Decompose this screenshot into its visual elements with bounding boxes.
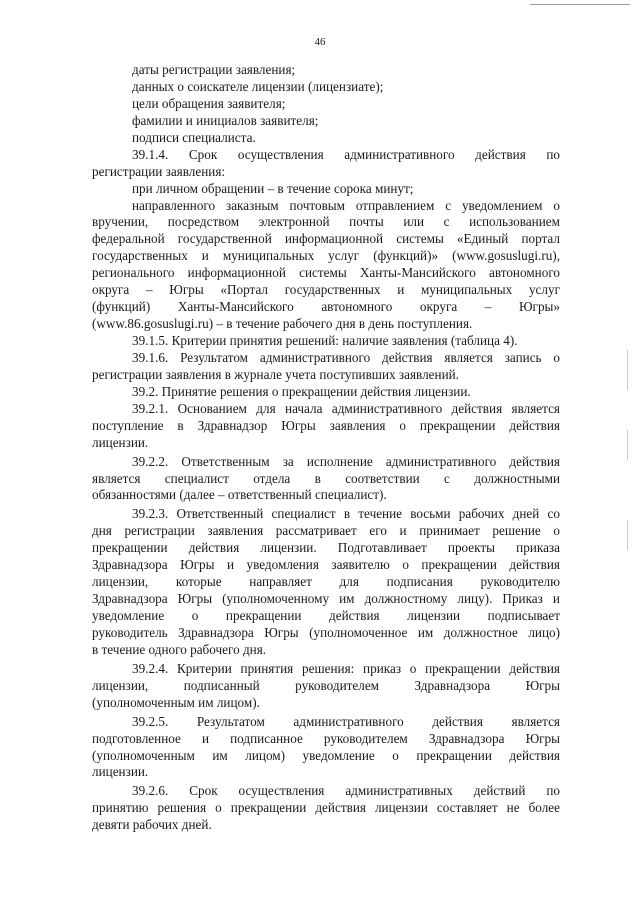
- text-line: дня регистрации заявления рассматривает его и принимает решение о: [92, 523, 560, 539]
- text-line: регистрации заявления в журнале учета поступивших заявлений.: [92, 366, 459, 382]
- text-line: при личном обращении – в течение сорока минут;: [132, 180, 414, 196]
- text-line: 39.2. Принятие решения о прекращении действия лицензии.: [132, 383, 471, 399]
- text-line: регистрации заявления:: [92, 163, 226, 179]
- scan-edge-mark: [627, 350, 628, 390]
- text-line: 39.1.5. Критерии принятия решений: наличие заявления (таблица 4).: [132, 333, 518, 348]
- text-line: (функций) Ханты-Мансийского автономного округа – Югры»: [92, 299, 560, 315]
- text-line: 39.2.4. Критерии принятия решения: приказ о прекращении действия: [132, 660, 560, 676]
- text-line: направленного заказным почтовым отправлением с уведомлением о: [132, 197, 560, 213]
- text-line: лицензии, подписанный руководителем Здравнадзора Югры: [92, 677, 560, 693]
- text-line: 39.2.2. Ответственным за исполнение административного действия: [132, 453, 560, 469]
- document-body: [92, 62, 560, 834]
- text-line: (уполномоченным им лицом) уведомление о прекращении действия: [92, 747, 560, 763]
- text-line: 39.1.6. Результатом административного действия является запись о: [132, 349, 560, 365]
- text-line: принятию решения о прекращении действия лицензии составляет не более: [92, 800, 560, 816]
- text-line: руководитель Здравнадзора Югры (уполномоченное им должностное лицо): [92, 624, 560, 640]
- text-line: в течение одного рабочего дня.: [92, 641, 267, 657]
- text-line: подписи специалиста.: [132, 129, 256, 145]
- text-line: лицензии, которые направляет для подписания руководителю: [92, 574, 560, 590]
- text-line: округа – Югры «Портал государственных и муниципальных услуг: [92, 282, 560, 298]
- text-line: 39.2.5. Результатом административного действия является: [132, 713, 560, 729]
- scan-edge-mark: [530, 4, 630, 5]
- text-line: 39.2.3. Ответственный специалист в течение восьми рабочих дней со: [132, 506, 560, 522]
- text-line: Здравнадзора Югры и уведомления заявителю о прекращении действия: [92, 557, 560, 573]
- text-line: 39.2.6. Срок осуществления административных действий по: [132, 783, 560, 799]
- text-line: девяти рабочих дней.: [92, 817, 212, 833]
- text-line: регионального информационной системы Ханты-Мансийского автономного: [92, 265, 560, 281]
- text-line: подготовленное и подписанное руководителем Здравнадзора Югры: [92, 730, 560, 746]
- text-line: федеральной государственной информационной системы «Единый портал: [92, 231, 560, 247]
- text-line: 39.1.4. Срок осуществления административного действия по: [132, 146, 560, 162]
- text-line: (уполномоченным им лицом).: [92, 694, 260, 710]
- text-line: данных о соискателе лицензии (лицензиате);: [132, 78, 384, 94]
- text-line: уведомление о прекращении действия лицензии подписывает: [92, 608, 560, 623]
- text-line: цели обращения заявителя;: [132, 95, 286, 111]
- text-line: фамилии и инициалов заявителя;: [132, 112, 319, 128]
- text-line: государственных и муниципальных услуг (функций)» (www.gosuslugi.ru),: [92, 248, 560, 264]
- text-line: обязанностями (далее – ответственный специалист).: [92, 487, 387, 503]
- text-line: является специалист отдела в соответствии с должностными: [92, 470, 560, 486]
- text-line: лицензии.: [92, 764, 149, 780]
- text-line: вручении, посредством электронной почты или с использованием: [92, 214, 560, 230]
- text-line: поступление в Здравнадзор Югры заявления о прекращении действия: [92, 417, 560, 433]
- text-line: даты регистрации заявления;: [132, 62, 296, 77]
- scan-edge-mark: [627, 520, 628, 550]
- text-line: прекращении действия лицензии. Подготавливает проекты приказа: [92, 540, 560, 556]
- text-line: Здравнадзора Югры (уполномоченному им должностному лицу). Приказ и: [92, 591, 560, 607]
- page-number: 46: [314, 36, 326, 48]
- text-line: (www.86.gosuslugi.ru) – в течение рабочего дня в день поступления.: [92, 316, 473, 332]
- text-line: 39.2.1. Основанием для начала административного действия является: [132, 400, 560, 416]
- scan-edge-mark: [627, 430, 628, 460]
- text-line: лицензии.: [92, 434, 149, 450]
